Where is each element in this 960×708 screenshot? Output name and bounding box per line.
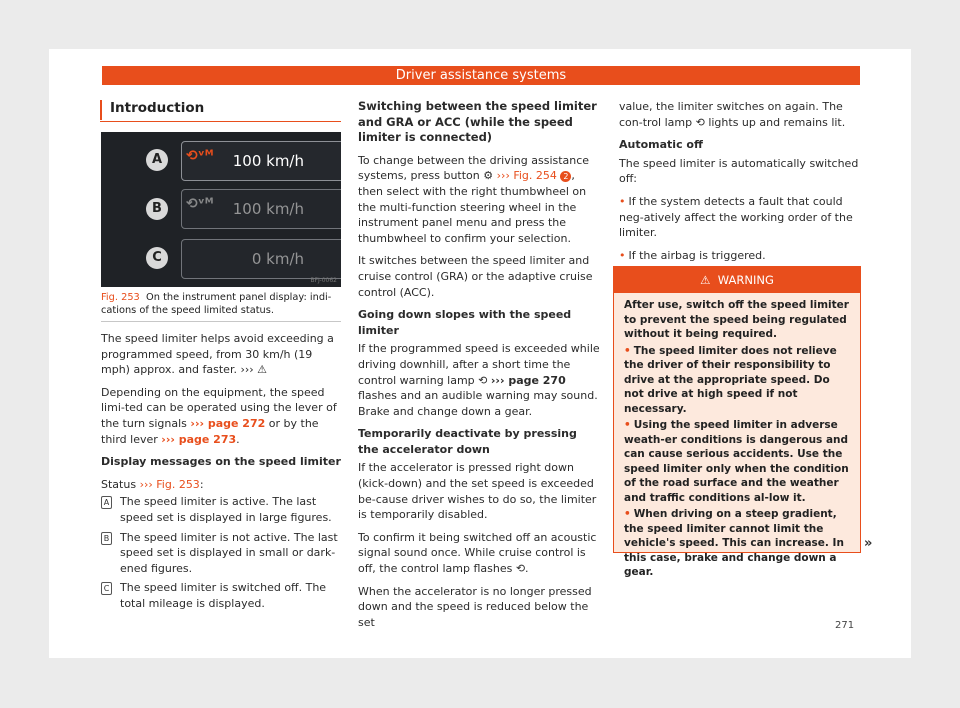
- deactivate-paragraph: If the accelerator is pressed right down (kick-down) and the set speed is exceeded be-cause driver wishes to do so, the limiter is temporarily disabled.: [358, 461, 597, 522]
- warning-body: [614, 293, 860, 580]
- display-heading: Display messages on the speed limiter: [101, 455, 341, 469]
- continue-mark: »: [864, 536, 873, 551]
- page-ref-link[interactable]: ››› page 273: [161, 432, 237, 446]
- figure-label-b: B: [146, 198, 168, 220]
- reengage-cont: value, the limiter switches on again. The con-trol lamp ⟲ lights up and remains lit.: [619, 100, 846, 129]
- column-2: [358, 99, 600, 637]
- control-lamp-icon: ⟲: [478, 373, 491, 387]
- control-lamp-icon: ⟲: [695, 115, 705, 129]
- instrument-panel-figure: [101, 132, 341, 287]
- auto-off-paragraph: The speed limiter is automatically switched off:: [619, 156, 859, 186]
- chapter-header: Driver assistance systems: [102, 66, 860, 85]
- warning-box: [613, 266, 861, 578]
- column-3: [619, 99, 861, 270]
- display-speed-b: 100 km/h: [232, 200, 304, 218]
- warning-header: ⚠ WARNING: [614, 267, 860, 293]
- page-ref-link[interactable]: ››› page 272: [190, 416, 266, 430]
- callout-badge: 2: [560, 171, 571, 182]
- gear-icon: ⚙: [483, 169, 494, 183]
- switch-heading: Switching between the speed limiter and GRA or ACC (while the speed limiter is connected): [358, 99, 597, 145]
- caption-text: On the instrument panel display: indi-cations of the speed limited status.: [101, 292, 332, 316]
- figure-label-a: A: [146, 149, 168, 171]
- warning-bullet: • When driving on a steep gradient, the speed limiter cannot limit the vehicle's speed. This can increase. In this case, brake and change down a gear.: [624, 508, 844, 578]
- display-row-c: [181, 239, 341, 279]
- intro-paragraph: The speed limiter helps avoid exceeding a programmed speed, from 30 km/h (19 mph) approx. and faster. ››› ⚠: [101, 332, 334, 377]
- downhill-heading: Going down slopes with the speed limiter: [358, 308, 572, 337]
- display-row-a: [181, 141, 341, 181]
- section-title: Introduction: [110, 100, 205, 116]
- reengage-paragraph: When the accelerator is no longer pressed down and the speed is reduced below the set: [358, 584, 592, 629]
- legend-item: B The speed limiter is not active. The last speed set is displayed in small or dark-ened figures.: [101, 530, 344, 577]
- section-marker: [100, 100, 102, 120]
- speed-limiter-icon: ⟲ᵛᴹ: [186, 148, 214, 164]
- acoustic-paragraph: To confirm it being switched off an acoustic signal sound once. While cruise control is off, the control lamp flashes ⟲.: [358, 530, 597, 576]
- section-rule: [100, 121, 341, 122]
- figure-label-c: C: [146, 247, 168, 269]
- figure-ref-link[interactable]: ››› Fig. 253: [139, 477, 200, 491]
- deactivate-heading: Temporarily deactivate by pressing the accelerator down: [358, 427, 577, 456]
- figure-code: BFJ-0062: [310, 277, 337, 284]
- switch-paragraph-2: It switches between the speed limiter and cruise control (GRA) or the adaptive cruise control (ACC).: [358, 254, 593, 299]
- speed-limiter-icon: ⟲ᵛᴹ: [186, 196, 214, 212]
- status-line: Status ››› Fig. 253:: [101, 477, 204, 491]
- operation-paragraph: Depending on the equipment, the speed limi-ted can be operated using the lever of the turn signals ››› page 272 or by the third lever ››› page 273.: [101, 385, 337, 446]
- column-1: [101, 331, 344, 616]
- bullet-item: • If the system detects a fault that could neg-atively affect the working order of the limiter.: [619, 194, 853, 240]
- display-speed-a: 100 km/h: [232, 152, 304, 170]
- legend-item: C The speed limiter is switched off. The total mileage is displayed.: [101, 580, 344, 611]
- figure-caption: [101, 291, 341, 322]
- warning-bullet: • Using the speed limiter in adverse weath-er conditions is dangerous and can cause serious accidents. Use the speed limiter only when the condition of the road surface and the weather and traffic conditions al-low it.: [624, 419, 849, 504]
- legend-item: A The speed limiter is active. The last speed set is displayed in large figures.: [101, 494, 344, 525]
- figure-ref-link[interactable]: ››› Fig. 254: [496, 169, 557, 183]
- control-lamp-icon: ⟲.: [515, 562, 529, 576]
- switch-paragraph: To change between the driving assistance systems, press button ⚙ ››› Fig. 254 2 , then select with the right thumbwheel on the multi-function steering wheel in the instrument panel menu and press the thumbwheel to confirm your selection.: [358, 153, 590, 245]
- page-number: 271: [835, 620, 855, 631]
- warning-bullet: • The speed limiter does not relieve the driver of their responsibility to drive at the appropriate speed. Do not drive at high speed if not necessary.: [624, 344, 837, 415]
- display-row-b: [181, 189, 341, 229]
- auto-off-heading: Automatic off: [619, 138, 703, 152]
- warning-intro: After use, switch off the speed limiter to prevent the speed being regulated without it being required.: [624, 299, 849, 340]
- bullet-item: • If the airbag is triggered.: [619, 248, 766, 262]
- caption-label: Fig. 253: [101, 292, 140, 303]
- page-ref-link[interactable]: ››› page 270: [490, 373, 566, 387]
- downhill-paragraph: If the programmed speed is exceeded while driving downhill, after a short time the control warning lamp ⟲ ››› page 270 flashes and an audible warning may sound. Brake and change down a gear.: [358, 342, 600, 418]
- warning-triangle-icon: ⚠: [700, 273, 711, 287]
- display-speed-c: 0 km/h: [251, 250, 304, 268]
